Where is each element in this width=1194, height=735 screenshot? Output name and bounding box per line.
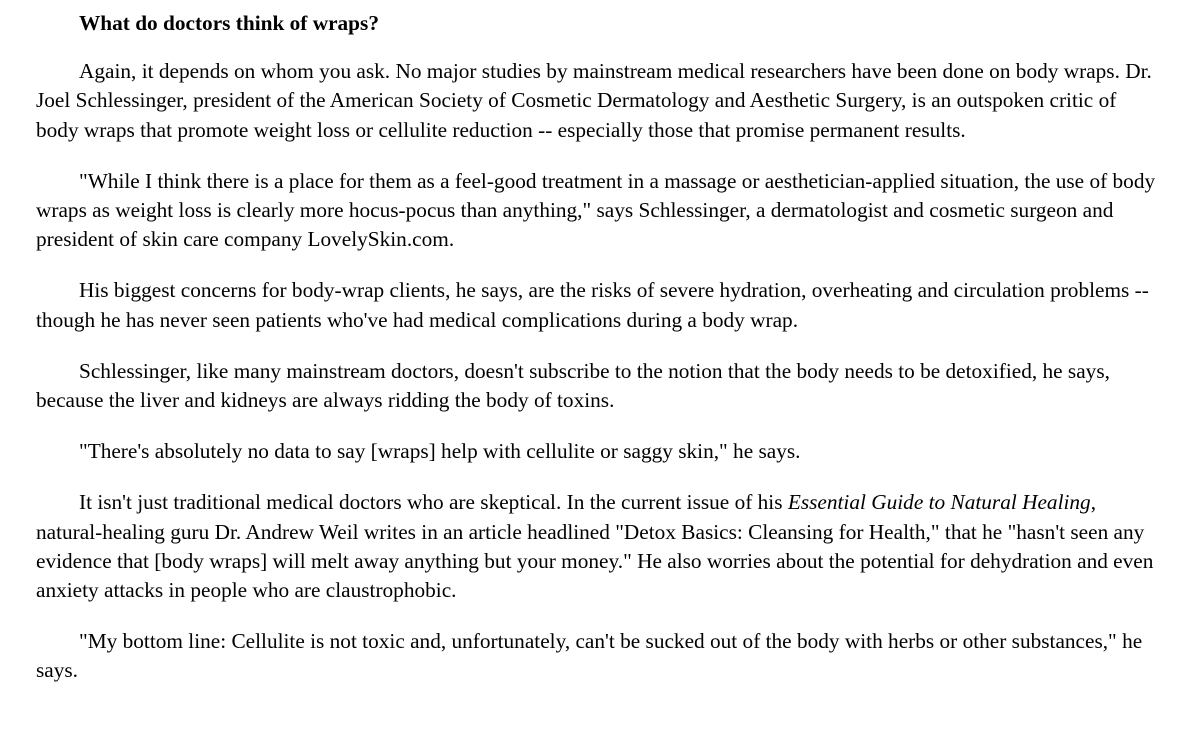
paragraph-bottom-line: "My bottom line: Cellulite is not toxic and, unfortunately, can't be sucked out of the body with herbs or other substances," he says. xyxy=(36,629,1143,683)
paragraph-studies: Again, it depends on whom you ask. No major studies by mainstream medical researchers have been done on body wraps. Dr. Joel Schlessinger, president of the American Society of Cosmetic Dermatology and Aesthetic Surgery, is an outspoken critic of body wraps that promote weight loss or cellulite reduction -- especially those that promise permanent results. xyxy=(36,59,1152,142)
section-heading: What do doctors think of wraps? xyxy=(79,11,379,35)
article xyxy=(36,9,1160,686)
paragraph-quote-hocus-pocus: "While I think there is a place for them as a feel-good treatment in a massage or aesthetician-applied situation, the use of body wraps as weight loss is clearly more hocus-pocus than anything," says Schlessinger, a dermatologist and cosmetic surgeon and president of skin care company LovelySkin.com. xyxy=(36,168,1156,252)
paragraph-weil-start: It isn't just traditional medical doctors who are skeptical. In the current issue of his xyxy=(79,490,788,515)
book-title: Essential Guide to Natural Healing xyxy=(787,490,1091,515)
paragraph-quote-no-data: "There's absolutely no data to say [wraps] help with cellulite or saggy skin," he says. xyxy=(79,439,801,464)
paragraph-concerns: His biggest concerns for body-wrap clients, he says, are the risks of severe hydration, overheating and circulation problems -- though he has never seen patients who've had medical complications during a body wrap. xyxy=(36,278,1149,332)
paragraph-weil xyxy=(36,488,1160,605)
paragraph-detox: Schlessinger, like many mainstream doctors, doesn't subscribe to the notion that the body needs to be detoxified, he says, because the liver and kidneys are always ridding the body of toxins. xyxy=(36,358,1110,413)
paragraph-weil-end: , natural-healing guru Dr. Andrew Weil writes in an article headlined "Detox Basics: Cleansing for Health," that he "hasn't seen any evidence that [body wraps] will melt away anything but your money." He also worries about the potential for dehydration and even anxiety attacks in people who are claustrophobic. xyxy=(36,490,1154,603)
